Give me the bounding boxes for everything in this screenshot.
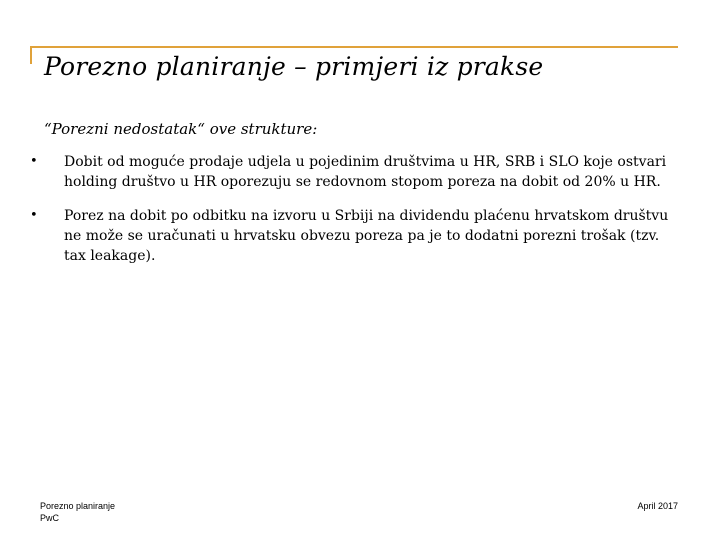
slide-subtitle: “Porezni nedostatak“ ove strukture: — [44, 120, 318, 138]
footer-company: PwC — [40, 513, 60, 523]
bullet-marker: • — [30, 154, 38, 169]
slide-title: Porezno planiranje – primjeri iz prakse — [44, 52, 544, 81]
footer-topic: Porezno planiranje — [40, 501, 116, 511]
bullet-marker: • — [30, 208, 38, 223]
title-accent-corner — [30, 46, 32, 64]
footer-source — [40, 500, 115, 524]
bullet-text: Porez na dobit po odbitku na izvoru u Srbiji na dividendu plaćenu hrvatskom društvu ne može se uračunati u hrvatsku obvezu poreza pa je to dodatni porezni trošak (tzv. tax leakage). — [64, 208, 669, 264]
bullet-list — [30, 152, 670, 280]
title-accent-rule — [30, 46, 678, 48]
bullet-text: Dobit od moguće prodaje udjela u pojedinim društvima u HR, SRB i SLO koje ostvari holding društvo u HR oporezuju se redovnom stopom poreza na dobit od 20% u HR. — [64, 154, 667, 190]
bullet-item — [30, 152, 670, 192]
footer-date: April 2017 — [637, 501, 678, 511]
bullet-item — [30, 206, 670, 266]
